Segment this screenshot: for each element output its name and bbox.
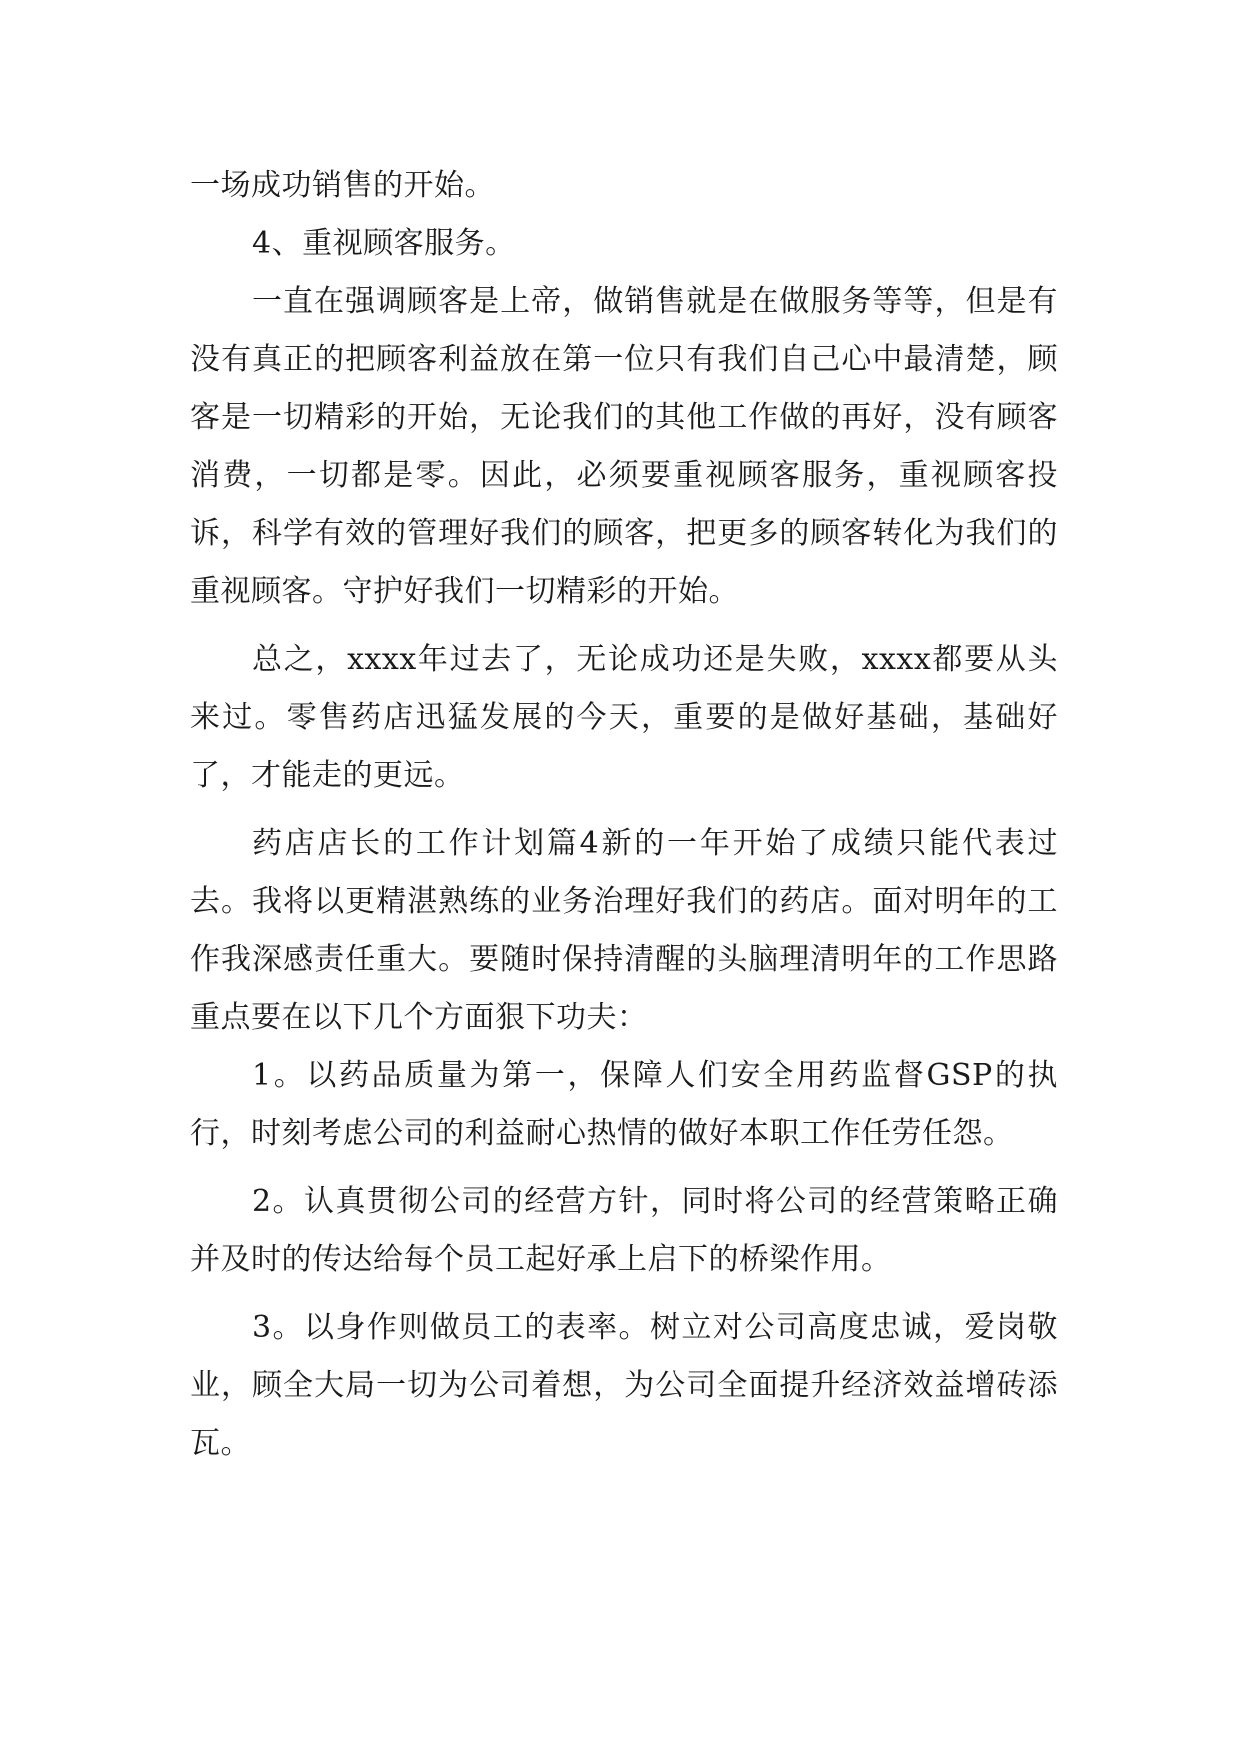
paragraph-7: 2。认真贯彻公司的经营方针，同时将公司的经营策略正确并及时的传达给每个员工起好承上启下的桥梁作用。 (190, 1184, 1058, 1277)
paragraph-3: 一直在强调顾客是上帝，做销售就是在做服务等等，但是有没有真正的把顾客利益放在第一位只有我们自己心中最清楚，顾客是一切精彩的开始，无论我们的其他工作做的再好，没有顾客消费，一切都是零。因此，必须要重视顾客服务，重视顾客投诉，科学有效的管理好我们的顾客，把更多的顾客转化为我们的重视顾客。守护好我们一切精彩的开始。 (190, 284, 1058, 609)
paragraph-1: 一场成功销售的开始。 (190, 168, 495, 203)
paragraph-8: 3。以身作则做员工的表率。树立对公司高度忠诚，爱岗敬业，顾全大局一切为公司着想，为公司全面提升经济效益增砖添瓦。 (190, 1310, 1058, 1461)
paragraph-4: 总之，xxxx年过去了，无论成功还是失败，xxxx都要从头来过。零售药店迅猛发展的今天，重要的是做好基础，基础好了，才能走的更远。 (190, 642, 1058, 793)
paragraph-6: 1。以药品质量为第一，保障人们安全用药监督GSP的执行，时刻考虑公司的利益耐心热情的做好本职工作任劳任怨。 (190, 1058, 1058, 1151)
document-body (190, 157, 1058, 1473)
paragraph-5: 药店店长的工作计划篇4新的一年开始了成绩只能代表过去。我将以更精湛熟练的业务治理好我们的药店。面对明年的工作我深感责任重大。要随时保持清醒的头脑理清明年的工作思路重点要在以下几个方面狠下功夫： (190, 826, 1058, 1035)
paragraph-2: 4、重视顾客服务。 (252, 226, 516, 261)
